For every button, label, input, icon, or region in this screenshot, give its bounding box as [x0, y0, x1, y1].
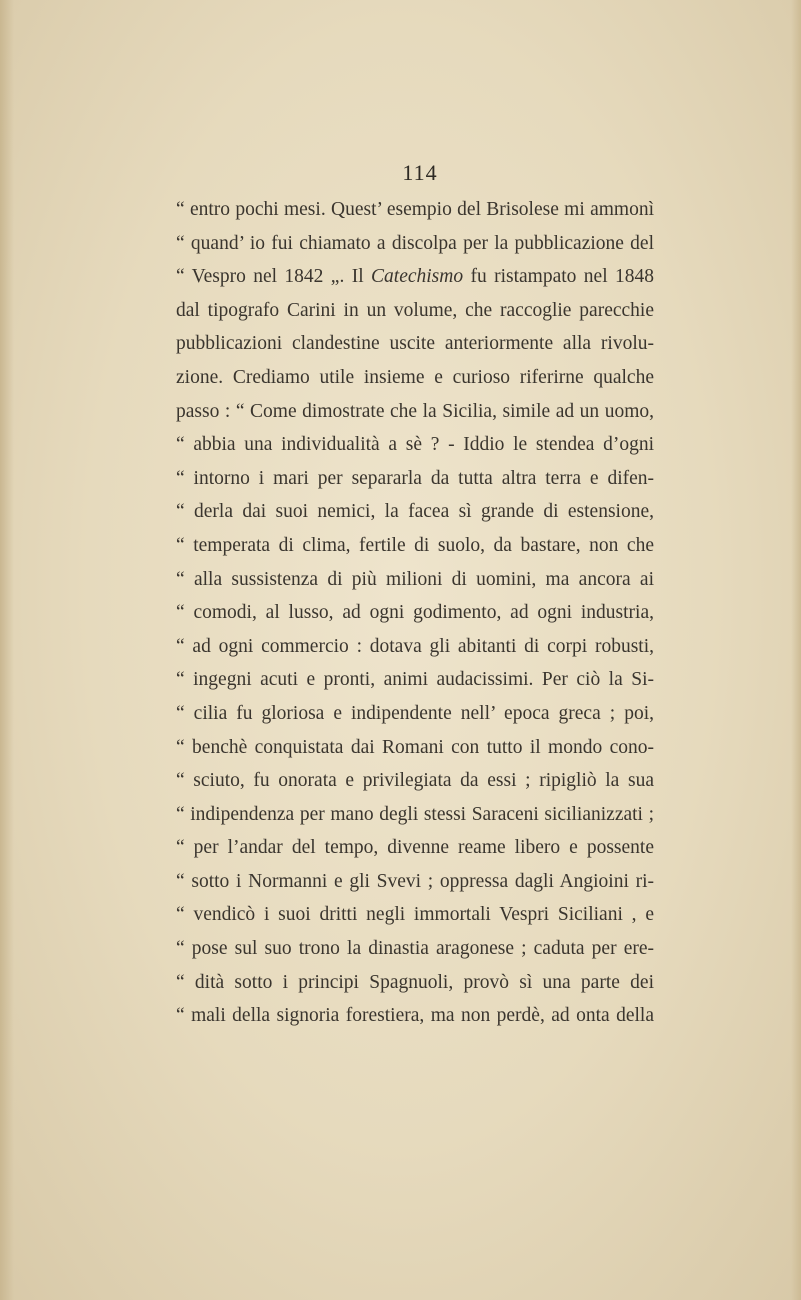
text-line: zione. Crediamo utile insieme e curioso riferirne qualche: [176, 366, 654, 388]
text-line: “ intorno i mari per separarla da tutta altra terra e difen-: [176, 467, 654, 489]
text-line: “ sotto i Normanni e gli Svevi ; oppressa dagli Angioini ri-: [176, 870, 654, 892]
page-edge-shadow-right: [791, 0, 801, 1300]
text-line: dal tipografo Carini in un volume, che raccoglie parecchie: [176, 299, 654, 321]
text-line: “ temperata di clima, fertile di suolo, da bastare, non che: [176, 534, 654, 556]
page-number: 114: [402, 160, 438, 185]
text-line: “ sciuto, fu onorata e privilegiata da essi ; ripigliò la sua: [176, 770, 654, 792]
text-line: “ per l’andar del tempo, divenne reame libero e possente: [176, 837, 654, 859]
page-edge-shadow-left: [0, 0, 14, 1300]
text-line: “ pose sul suo trono la dinastia aragonese ; caduta per ere-: [176, 938, 654, 960]
text-line: “ cilia fu gloriosa e indipendente nell’ epoca greca ; poi,: [176, 702, 654, 724]
text-line: passo : “ Come dimostrate che la Sicilia, simile ad un uomo,: [176, 400, 654, 422]
text-line: “ alla sussistenza di più milioni di uomini, ma ancora ai: [176, 568, 654, 590]
text-line: “ entro pochi mesi. Quest’ esempio del Brisolese mi ammonì: [176, 199, 654, 220]
text-line: “ indipendenza per mano degli stessi Saraceni sicilianizzati ;: [176, 803, 654, 825]
text-line: “ benchè conquistata dai Romani con tutto il mondo cono-: [176, 736, 654, 758]
text-line: “ derla dai suoi nemici, la facea sì grande di estensione,: [176, 501, 654, 523]
body-text: [176, 193, 654, 1033]
text-line: “ comodi, al lusso, ad ogni godimento, ad ogni industria,: [176, 602, 654, 624]
text-line: “ dità sotto i principi Spagnuoli, provò sì una parte dei: [176, 971, 654, 993]
text-line: “ abbia una individualità a sè ? - Iddio le stendea d’ogni: [176, 434, 654, 456]
text-line: “ ingegni acuti e pronti, animi audacissimi. Per ciò la Si-: [176, 669, 654, 691]
italic-title: Catechismo: [371, 266, 464, 288]
text-line: “ vendicò i suoi dritti negli immortali Vespri Siciliani , e: [176, 904, 654, 926]
text-line: “ Vespro nel 1842 „. Il Catechismo fu ristampato nel 1848: [176, 266, 654, 288]
text-line: pubblicazioni clandestine uscite anteriormente alla rivolu-: [176, 333, 654, 355]
text-line: “ mali della signoria forestiera, ma non perdè, ad onta della: [176, 1005, 654, 1027]
text-line: “ quand’ io fui chiamato a discolpa per la pubblicazione del: [176, 232, 654, 254]
text-line: “ ad ogni commercio : dotava gli abitanti di corpi robusti,: [176, 635, 654, 657]
